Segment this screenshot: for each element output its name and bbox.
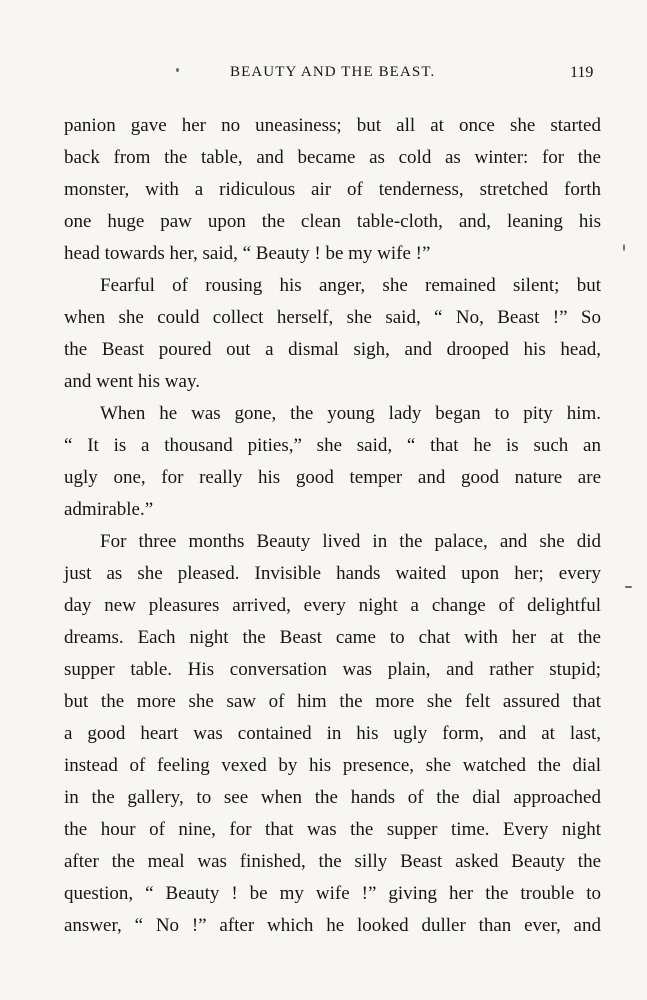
paper-speck (176, 68, 179, 72)
text-line: and went his way. (64, 371, 200, 392)
text-line: “ It is a thousand pities,” she said, “ that he is such an (64, 435, 601, 456)
text-line: For three months Beauty lived in the palace, and she did (100, 531, 601, 552)
text-line: monster, with a ridiculous air of tenderness, stretched forth (64, 179, 601, 200)
text-line: When he was gone, the young lady began to pity him. (100, 403, 601, 424)
text-line: ugly one, for really his good temper and good nature are (64, 467, 601, 488)
text-line: back from the table, and became as cold as winter: for the (64, 147, 601, 168)
text-line: after the meal was finished, the silly Beast asked Beauty the (64, 851, 601, 872)
text-line: answer, “ No !” after which he looked duller than ever, and (64, 915, 601, 936)
running-title: BEAUTY AND THE BEAST. (230, 64, 436, 80)
page-number: 119 (570, 64, 594, 81)
text-line: one huge paw upon the clean table-cloth, and, leaning his (64, 211, 601, 232)
text-line: supper table. His conversation was plain, and rather stupid; (64, 659, 601, 680)
text-line: dreams. Each night the Beast came to chat with her at the (64, 627, 601, 648)
text-line: admirable.” (64, 499, 154, 520)
text-line: in the gallery, to see when the hands of the dial approached (64, 787, 601, 808)
text-line: the hour of nine, for that was the supper time. Every night (64, 819, 601, 840)
text-line: when she could collect herself, she said, “ No, Beast !” So (64, 307, 601, 328)
text-line: question, “ Beauty ! be my wife !” giving her the trouble to (64, 883, 601, 904)
text-line: just as she pleased. Invisible hands waited upon her; every (64, 563, 601, 584)
text-line: panion gave her no uneasiness; but all at once she started (64, 115, 601, 136)
text-line: day new pleasures arrived, every night a change of delightful (64, 595, 601, 616)
text-line: instead of feeling vexed by his presence, she watched the dial (64, 755, 601, 776)
text-line: but the more she saw of him the more she felt assured that (64, 691, 601, 712)
text-line: Fearful of rousing his anger, she remained silent; but (100, 275, 601, 296)
text-line: head towards her, said, “ Beauty ! be my wife !” (64, 243, 431, 264)
paper-speck (625, 586, 632, 588)
paper-speck (623, 244, 625, 251)
text-line: the Beast poured out a dismal sigh, and drooped his head, (64, 339, 601, 360)
page-header (0, 64, 647, 88)
text-line: a good heart was contained in his ugly form, and at last, (64, 723, 601, 744)
body-text (64, 110, 601, 942)
